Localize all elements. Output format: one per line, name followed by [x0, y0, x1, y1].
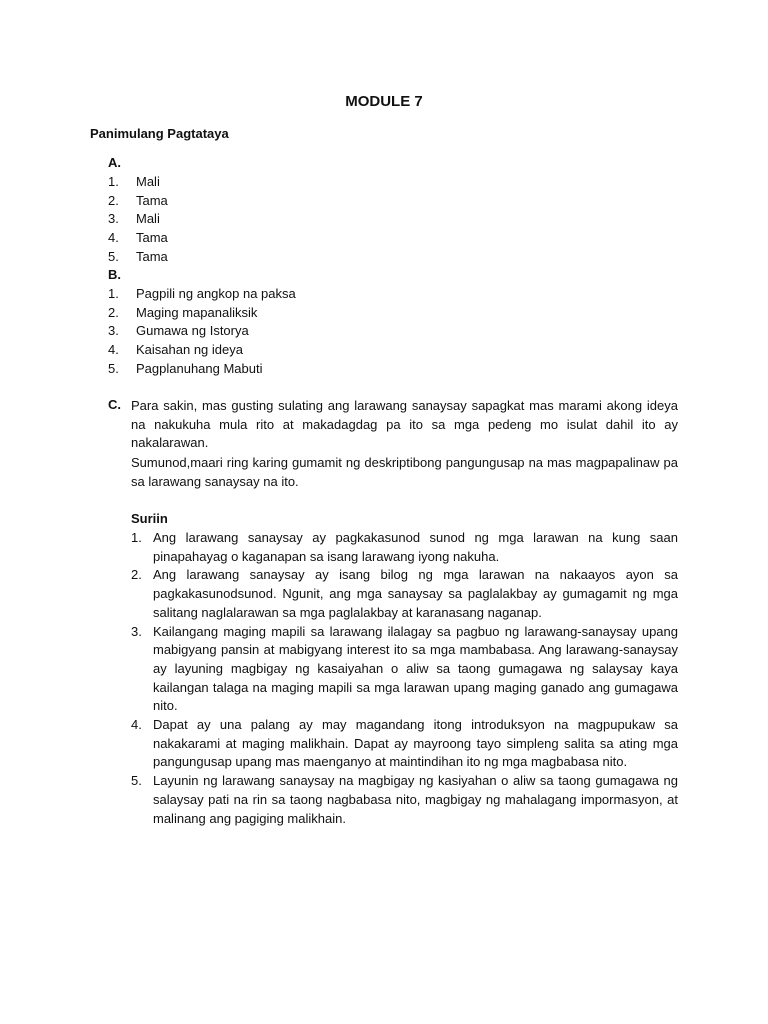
section-heading: Panimulang Pagtataya [90, 126, 229, 141]
section-a-list [108, 173, 168, 266]
section-c-paragraph-2: Sumunod,maari ring karing gumamit ng deskriptibong pangungusap na mas magpapalinaw pa sa larawang sanaysay na ito. [131, 455, 678, 489]
section-a-label: A. [108, 155, 121, 170]
section-c-label: C. [108, 397, 121, 412]
section-b-label: B. [108, 267, 121, 282]
list-item: 1. Pagpili ng angkop na paksa [108, 286, 296, 301]
list-item: 1. Mali [108, 174, 160, 189]
section-b-list [108, 285, 296, 378]
list-item: 1. Ang larawang sanaysay ay pagkakasunod sunod ng mga larawan na kung saan pinapahayag o kaganapan sa isang larawang iyong nakuha. [131, 530, 678, 564]
list-item: 5. Pagplanuhang Mabuti [108, 360, 263, 376]
list-item: 2. Maging mapanaliksik [108, 304, 258, 320]
list-item: 4. Kaisahan ng ideya [108, 342, 243, 358]
suriin-list [131, 529, 678, 828]
list-item: 2. Ang larawang sanaysay ay isang bilog ng mga larawan na nakaayos ayon sa pagkakasunodsunod. Ngunit, ang mga sanaysay sa paglalakbay ay gumagamit ng mga salitang naglalarawan sa mga paglalakbay at karanasang naganap. [131, 567, 678, 620]
list-item: 4. Dapat ay una palang ay may magandang itong introduksyon na magpupukaw sa nakakarami at maging malikhain. Dapat ay mayroong tayo simpleng salita sa ating mga pangungusap upang mas maenganyo at maintindihan ito ng mga magbabasa nito. [131, 717, 678, 770]
list-item: 2. Tama [108, 192, 168, 208]
document-title: MODULE 7 [345, 93, 423, 110]
list-item: 3. Gumawa ng Istorya [108, 323, 249, 339]
suriin-heading: Suriin [131, 511, 168, 526]
list-item: 3. Mali [108, 211, 160, 227]
list-item: 5. Tama [108, 248, 168, 264]
list-item: 5. Layunin ng larawang sanaysay na magbigay ng kasiyahan o aliw sa taong gumagawa ng salaysay pati na rin sa taong nagbabasa nito, magbigay ng mahalagang impormasyon, at malinang ang pagiging malikhain. [131, 773, 678, 826]
list-item: 4. Tama [108, 230, 168, 246]
list-item: 3. Kailangang maging mapili sa larawang ilalagay sa pagbuo ng larawang-sanaysay upang mabigyang pansin at mabigyang interest ito sa mga mambabasa. Ang larawang-sanaysay ay layuning magbigay ng kasaiyahan o aliw sa taong gumagawa ng salaysay kaya kailangan talaga na maging mapili sa mga larawan upang maging ganado ang gumagawa nito. [131, 623, 678, 714]
section-c-paragraph-1: Para sakin, mas gusting sulating ang larawang sanaysay sapagkat mas marami akong ideya na nakukuha mula rito at makadagdag pa ito sa mga pedeng mo isulat dahil ito ay nakalarawan. [131, 398, 678, 451]
